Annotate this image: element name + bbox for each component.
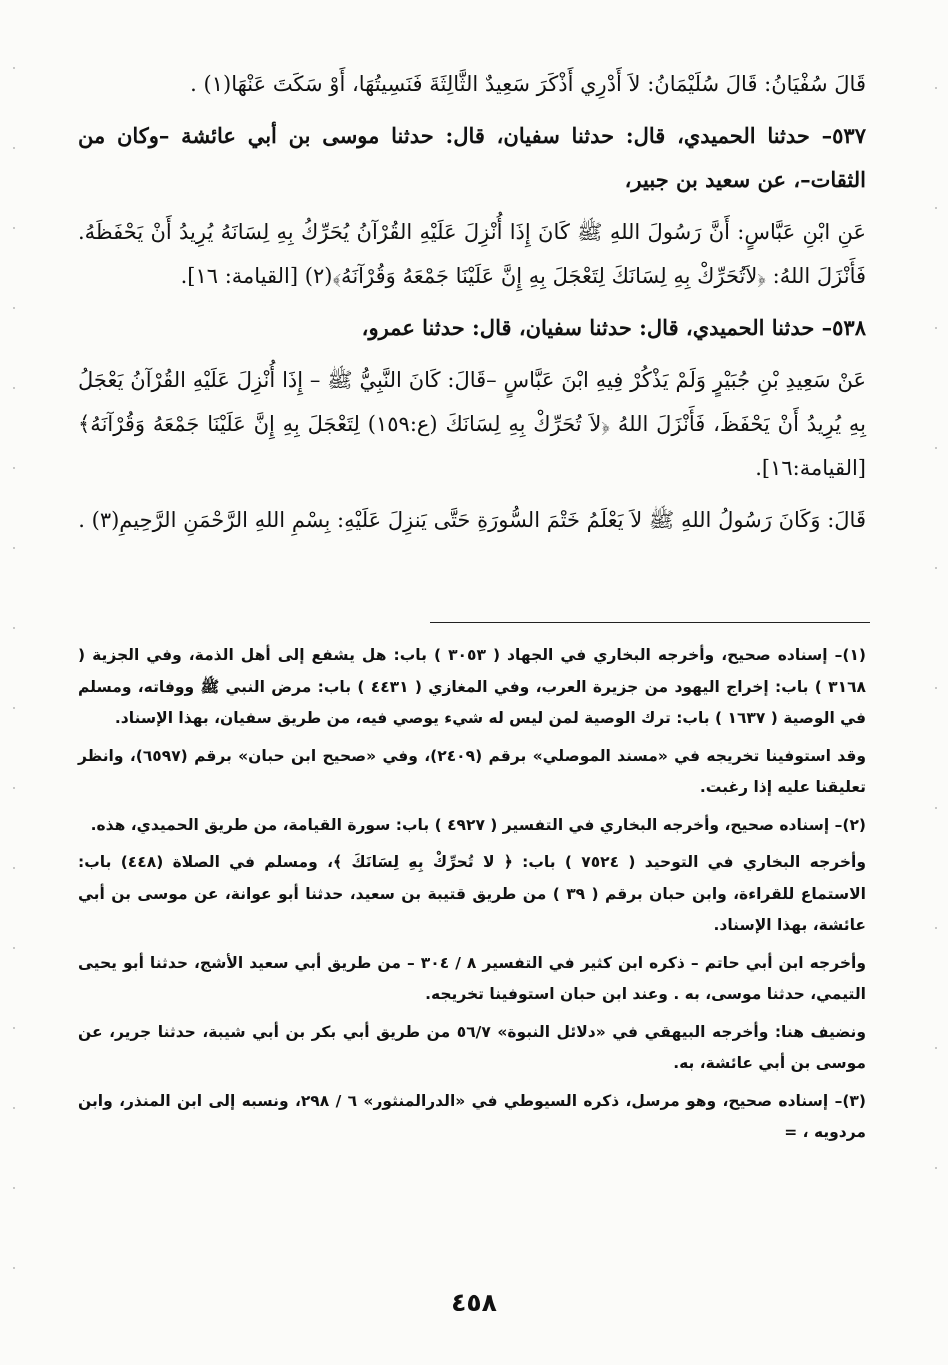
hadith-537-chain: ٥٣٧– حدثنا الحميدي، قال: حدثنا سفيان، قال: حدثنا موسى بن أبي عائشة –وكان من الثقات–، عن سعيد بن جبير، xyxy=(78,123,866,192)
footnote-divider xyxy=(430,622,870,623)
footnote-1-continued: وقد استوفينا تخريجه في «مسند الموصلي» برقم (٢٤٠٩)، وفي «صحيح ابن حبان» برقم (٦٥٩٧)، وانظر تعليقنا عليه إذا رغبت. xyxy=(78,746,866,796)
footnote-2: (٢)– إسناده صحيح، وأخرجه البخاري في التفسير ( ٤٩٢٧ ) باب: سورة القيامة، من طريق الحميدي، هذه. xyxy=(90,815,866,834)
hadith-537-text: عَنِ ابْنِ عَبَّاسٍ: أَنَّ رَسُولَ اللهِ ﷺ كَانَ إِذَا أُنْزِلَ عَلَيْهِ القُرْآنُ يُحَرِّكُ بِهِ لِسَانَهُ يُرِيدُ أَنْ يَحْفَظَهُ. فَأَنْزَلَ اللهُ: ﴿لاَتُحَرِّكْ بِهِ لِسَانَكَ لِتَعْجَلَ بِهِ إِنَّ عَلَيْنَا جَمْعَهُ وَقُرْآنَهُ﴾(٢) [القيامة: ١٦]. xyxy=(78,220,866,288)
footnote-1: (١)– إسناده صحيح، وأخرجه البخاري في الجهاد ( ٣٠٥٣ ) باب: هل يشفع إلى أهل الذمة، وفي الجزية ( ٣١٦٨ ) باب: إخراج اليهود من جزيرة العرب، وفي المغازي ( ٤٤٣١ ) باب: مرض النبي ﷺ ووفاته، ومسلم في الوصية ( ١٦٣٧ ) باب: ترك الوصية لمن ليس له شيء يوصي فيه، من طريق سفيان، بهذا الإسناد. xyxy=(78,646,867,727)
footnote-2-continued-b: وأخرجه ابن أبي حاتم – ذكره ابن كثير في التفسير ٨ / ٣٠٤ – من طريق أبي سعيد الأشج، حدثنا أبو يحيى التيمي، حدثنا موسى، به . وعند ابن حبان استوفينا تخريجه. xyxy=(78,953,866,1003)
body-paragraph-6: قَالَ: وَكَانَ رَسُولُ اللهِ ﷺ لاَ يَعْلَمُ خَتْمَ السُّورَةِ حَتَّى يَنزِلَ عَلَيْهِ: بِسْمِ اللهِ الرَّحْمَنِ الرَّحِيمِ(٣) . xyxy=(78,508,866,532)
page-number: ٤٥٨ xyxy=(451,1288,497,1317)
footnote-2-continued-a: وأخرجه البخاري في التوحيد ( ٧٥٢٤ ) باب: ﴿ لا تُحرِّكْ بِهِ لِسَانَكَ ﴾، ومسلم في الصلاة (٤٤٨) باب: الاستماع للقراءة، وابن حبان برقم ( ٣٩ ) من طريق قتيبة بن سعيد، حدثنا أبو عوانة، عن موسى بن أبي عائشة، بهذا الإسناد. xyxy=(78,853,866,934)
hadith-538-chain: ٥٣٨– حدثنا الحميدي، قال: حدثنا سفيان، قال: حدثنا عمرو، xyxy=(361,315,866,340)
main-text xyxy=(78,62,866,550)
footnote-2-continued-c: ونضيف هنا: وأخرجه البيهقي في «دلائل النبوة» ٥٦/٧ من طريق أبي بكر بن أبي شيبة، حدثنا جرير، عن موسى بن أبي عائشة، به. xyxy=(78,1022,866,1072)
body-paragraph-1: قَالَ سُفْيَانُ: قَالَ سُلَيْمَانُ: لاَ أَدْرِي أَذْكَرَ سَعِيدٌ الثَّالِثَةَ فَنَسِيتُهَا، أَوْ سَكَتَ عَنْهَا(١) . xyxy=(190,72,866,96)
footnote-3: (٣)– إسناده صحيح، وهو مرسل، ذكره السيوطي في «الدرالمنثور» ٦ / ٢٩٨، ونسبه إلى ابن المنذر، وابن مردويه ، = xyxy=(78,1091,866,1141)
footnotes xyxy=(78,640,866,1155)
hadith-538-text: عَنْ سَعِيدِ بْنِ جُبَيْرٍ وَلَمْ يَذْكُرْ فِيهِ ابْنَ عَبَّاسٍ –قَالَ: كَانَ النَّبِيُّ ﷺ – إِذَا أُنْزِلَ عَلَيْهِ القُرْآنُ يَعْجَلُ بِهِ يُرِيدُ أَنْ يَحْفَظَ، فَأَنْزَلَ اللهُ ﴿لاَ تُحَرِّكْ بِهِ لِسَانَكَ (ع:١٥٩) لِتَعْجَلَ بِهِ إِنَّ عَلَيْنَا جَمْعَهُ وَقُرْآنَهُ﴾ [القيامة:١٦]. xyxy=(78,368,866,480)
